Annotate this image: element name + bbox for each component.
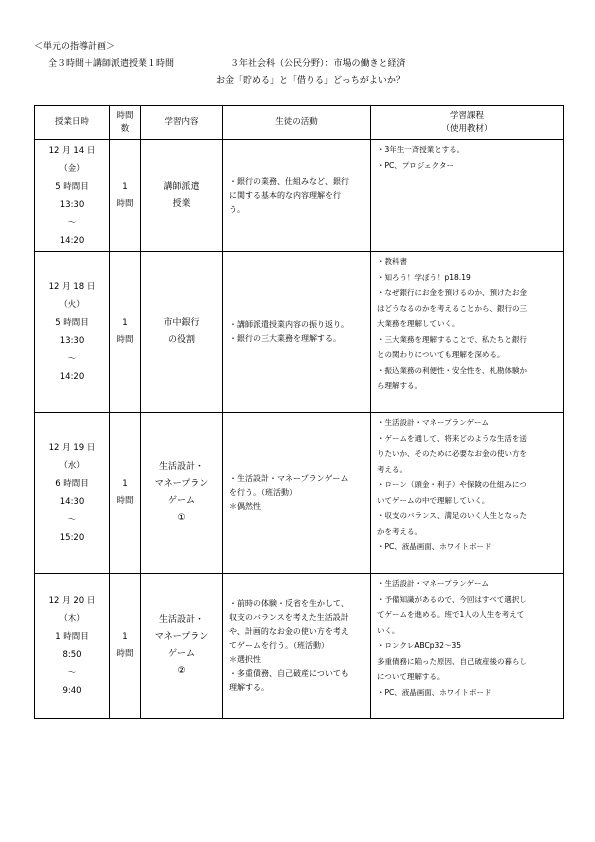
activity-cell: [223, 413, 371, 574]
date-line: 5 時間目: [55, 181, 89, 192]
course-cell: [371, 252, 564, 413]
activity-line: に関する基本的な内容理解を行: [229, 190, 341, 200]
course-line: 大業務を理解していく。: [377, 319, 460, 328]
section-title: ＜単元の指導計画＞: [34, 42, 116, 52]
date-line: 13:30: [59, 336, 85, 346]
course-line: ・PC、プロジェクター: [377, 160, 454, 170]
course-cell: [371, 140, 564, 252]
header-hours-line: 数: [120, 123, 130, 134]
date-line: 15:20: [59, 533, 85, 543]
date-line: ～: [67, 217, 77, 228]
course-line: ・予備知識があるので、今回はすべて選択し: [377, 594, 527, 604]
course-line: との関わりについても理解を深める。: [377, 350, 505, 359]
activity-line: 収支のバランスを考えた生活設計: [229, 613, 349, 622]
date-cell: [35, 413, 110, 574]
course-line: ・ローン（頭金・利子）や保険の仕組みにつ: [377, 480, 527, 489]
activity-line: ・前時の体験・反省を生かして、: [229, 599, 349, 608]
content-line: の役割: [167, 335, 195, 345]
hours-cell: [110, 574, 141, 719]
hours-cell: [110, 252, 141, 413]
hours-cell: [110, 413, 141, 574]
header-activity: 生徒の活動: [223, 106, 371, 140]
date-line: 5 時間目: [55, 318, 89, 328]
hours-cell: [110, 140, 141, 252]
hours-line: 時間: [116, 496, 134, 506]
activity-line: ＊選択性: [229, 655, 261, 664]
content-cell: [141, 413, 223, 574]
course-line: ・PC、液晶画面、ホワイトボード: [377, 542, 492, 551]
course-line: ・教科書: [377, 257, 407, 266]
table-row: [35, 140, 564, 252]
date-line: 12 月 19 日: [48, 443, 96, 453]
content-line: マネープラン: [154, 479, 209, 489]
content-cell: [141, 574, 223, 719]
course-cell: [371, 574, 564, 719]
hours-line: 1: [122, 632, 128, 642]
course-line: 考える。: [377, 464, 407, 474]
content-line: マネープラン: [154, 632, 209, 642]
header-hours: [110, 106, 141, 140]
header-date: 授業日時: [35, 106, 110, 140]
date-cell: [35, 574, 110, 719]
course-line: いく。: [377, 625, 400, 635]
course-line: ・生活設計・マネープランゲーム: [377, 579, 489, 588]
lesson-plan-table: [34, 105, 564, 719]
activity-cell: [223, 140, 371, 252]
course-cell: [371, 413, 564, 574]
course-line: 多重債務に陥った原因、自己破産後の暮らし: [377, 656, 527, 666]
activity-line: てゲームを行う。（班活動）: [229, 641, 329, 650]
activity-line: ＊偶然性: [229, 502, 261, 511]
table-row: [35, 574, 564, 719]
date-line: （火）: [59, 300, 85, 310]
course-line: かを考える。: [377, 526, 422, 536]
content-line: 授業: [172, 198, 191, 209]
hours-line: 時間: [116, 198, 134, 209]
content-line: ①: [177, 513, 186, 523]
hours-line: 1: [122, 318, 128, 328]
activity-line: ・生活設計・マネープランゲーム: [229, 474, 349, 483]
activity-cell: [223, 252, 371, 413]
course-line: ら理解する。: [377, 381, 422, 390]
hours-line: 時間: [116, 649, 134, 659]
course-line: ・ロンクレABCp32～35: [377, 641, 462, 650]
date-line: （金）: [59, 163, 85, 174]
subject-topic: ３年社会科（公民分野）：市場の働きと経済: [230, 59, 406, 69]
date-line: 12 月 18 日: [48, 282, 96, 292]
header-content: 学習内容: [141, 106, 223, 140]
course-line: ・生活設計・マネープランゲーム: [377, 418, 489, 427]
content-cell: [141, 252, 223, 413]
unit-hours: 全３時間＋講師派遣授業１時間: [48, 59, 175, 69]
course-line: りたいか、そのために必要なお金の使い方を: [377, 449, 527, 458]
date-cell: [35, 140, 110, 252]
content-line: 市中銀行: [163, 318, 200, 328]
date-line: 13:30: [59, 199, 85, 210]
content-line: 講師派遣: [163, 181, 200, 192]
course-line: ・知ろう！学ぼう！p18.19: [377, 272, 471, 282]
date-line: 9:40: [62, 686, 82, 696]
header-course-line: （使用教材）: [441, 123, 493, 134]
activity-line: う。: [229, 204, 245, 214]
course-line: ・3年生一斉授業とする。: [377, 145, 465, 154]
content-line: 生活設計・: [158, 615, 204, 625]
header-hours-line: 時間: [116, 110, 134, 121]
table-row: [35, 413, 564, 574]
content-line: ゲーム: [167, 649, 195, 659]
date-line: 14:20: [59, 235, 85, 246]
activity-line: ・銀行の業務、仕組みなど、銀行: [229, 176, 349, 186]
date-line: 1 時間目: [55, 632, 89, 642]
course-line: ・振込業務の利便性・安全性を、札勘体験か: [377, 365, 527, 375]
course-line: てゲームを進める。班で1人の人生を考えて: [377, 610, 525, 619]
date-line: 12 月 14 日: [48, 145, 96, 156]
activity-cell: [223, 574, 371, 719]
date-cell: [35, 252, 110, 413]
header-course-line: 学習課程: [449, 110, 484, 121]
activity-line: 理解する。: [229, 683, 269, 692]
date-line: （木）: [59, 614, 85, 624]
activity-line: ・講師派遣授業内容の振り返り。: [229, 320, 349, 329]
course-line: はどうなるのかを考えることから、銀行の三: [377, 303, 527, 313]
table-header-row: [35, 106, 564, 140]
course-line: ・三大業務を理解することで、私たちと銀行: [377, 334, 527, 344]
date-line: ～: [67, 515, 77, 525]
date-line: 14:30: [59, 497, 85, 507]
date-line: 12 月 20 日: [48, 596, 96, 606]
date-line: ～: [67, 668, 77, 678]
hours-line: 1: [122, 181, 128, 192]
content-line: 生活設計・: [158, 462, 204, 472]
course-line: ・PC、液晶画面、ホワイトボード: [377, 687, 492, 697]
course-line: いてゲームの中で理解していく。: [377, 495, 490, 505]
date-line: 8:50: [62, 650, 82, 660]
activity-line: を行う。（班活動）: [229, 488, 297, 497]
course-line: ・ゲームを通して、将来どのような生活を送: [377, 433, 527, 443]
hours-line: 1: [122, 479, 128, 489]
date-line: （水）: [59, 461, 85, 471]
activity-line: や、計画的なお金の使い方を考え: [229, 627, 349, 636]
date-line: ～: [67, 354, 77, 364]
date-line: 6 時間目: [55, 479, 89, 489]
header-course: [371, 106, 564, 140]
content-line: ②: [177, 666, 186, 676]
course-line: ・なぜ銀行にお金を預けるのか、預けたお金: [377, 288, 527, 297]
content-line: ゲーム: [167, 496, 195, 506]
activity-line: ・多重債務、自己破産についても: [229, 669, 349, 678]
date-line: 14:20: [59, 372, 85, 382]
hours-line: 時間: [116, 335, 134, 345]
course-line: について理解する。: [377, 672, 445, 681]
guiding-question: お金「貯める」と「借りる」どっちがよいか？: [216, 76, 405, 86]
table-row: [35, 252, 564, 413]
activity-line: ・銀行の三大業務を理解する。: [229, 334, 341, 343]
content-cell: [141, 140, 223, 252]
course-line: ・収支のバランス、満足のいく人生となった: [377, 511, 527, 520]
